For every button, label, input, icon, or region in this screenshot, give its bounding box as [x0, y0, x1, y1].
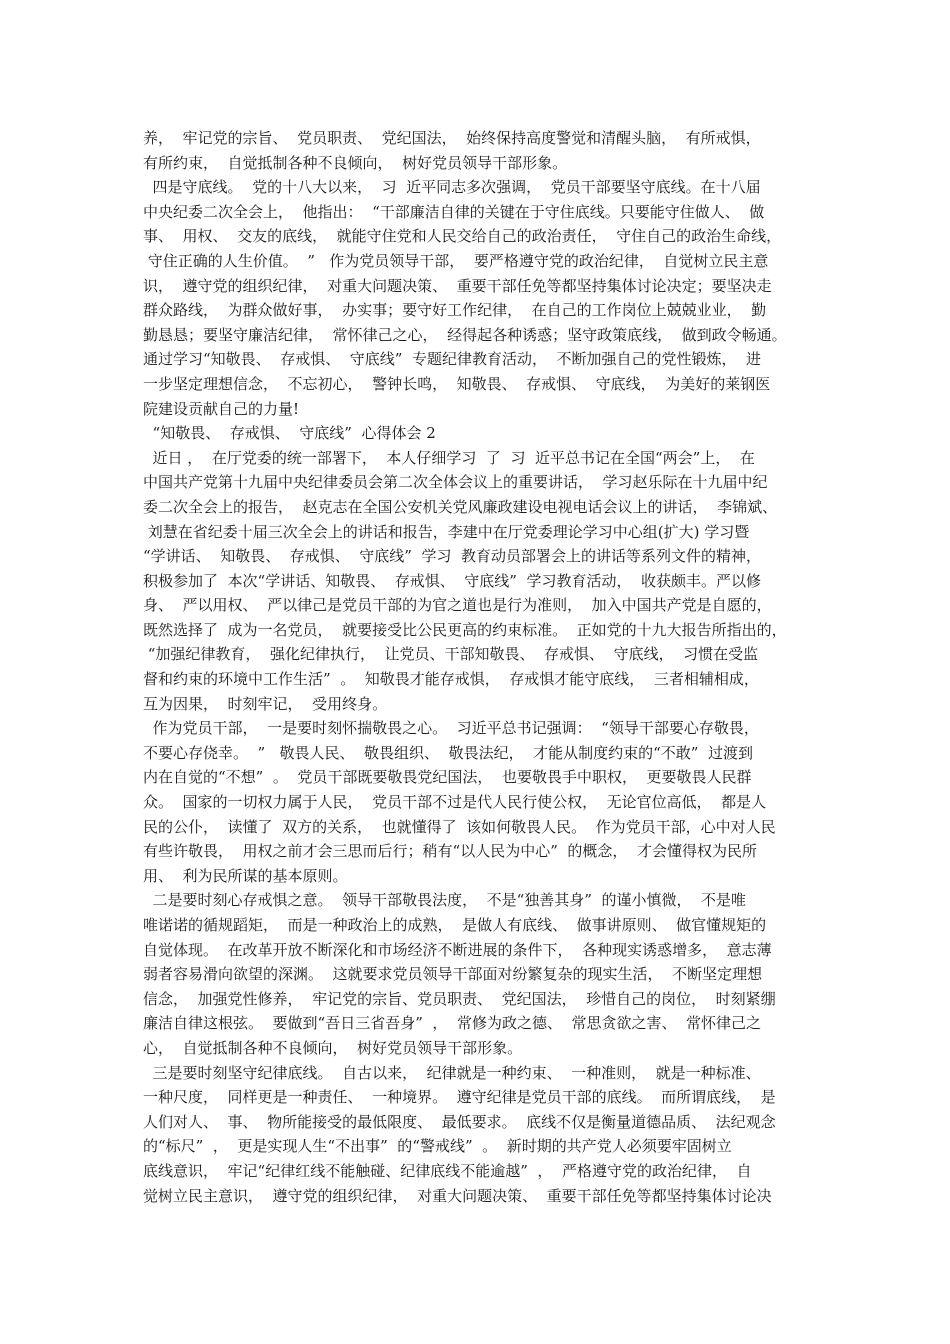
text-line: 勤恳恳；要坚守廉洁纪律， 常怀律己之心， 经得起各种诱惑；坚守政策底线， 做到政令畅通。 — [143, 325, 787, 344]
text-line: 作为党员干部， 一是要时刻怀揣敬畏之心。 习近平总书记强调： “领导干部要心存敬畏， — [143, 719, 759, 738]
text-line: 既然选择了 成为一名党员， 就要接受比公民更高的约束标准。 正如党的十九大报告所指出的， — [143, 620, 787, 639]
text-line: 有些许敬畏， 用权之前才会三思而后行；稍有“以人民为中心” 的概念， 才会懂得权为民所 — [143, 842, 757, 861]
text-line: 觉树立民主意识， 遵守党的组织纪律， 对重大问题决策、 重要干部任免等都坚持集体讨论决 — [143, 1186, 772, 1205]
text-line: 刘慧在省纪委十届三次全会上的讲话和报告，李建中在厅党委理论学习中心组(扩大) 学习暨 — [143, 522, 750, 541]
text-line: 一步坚定理想信念， 不忘初心， 警钟长鸣， 知敬畏、 存戒惧、 守底线， 为美好的莱钢医 — [143, 374, 771, 393]
text-line: 养， 牢记党的宗旨、 党员职责、 党纪国法， 始终保持高度警觉和清醒头脑， 有所戒惧， — [143, 129, 761, 147]
text-line: 弱者容易滑向欲望的深渊。 这就要求党员领导干部面对纷繁复杂的现实生活， 不断坚定理想 — [143, 965, 763, 984]
text-line: 身、 严以用权、 严以律己是党员干部的为官之道也是行为准则， 加入中国共产党是自愿的， — [143, 596, 772, 615]
text-line: 廉洁自律这根弦。 要做到“吾日三省吾身” ， 常修为政之德、 常思贪欲之害、 常怀律己之 — [143, 1014, 762, 1033]
text-line: “学讲话、 知敬畏、 存戒惧、 守底线” 学习 教育动员部署会上的讲话等系列文件的精神， — [143, 547, 762, 566]
text-line: 内在自觉的“不想” 。 党员干部既要敬畏党纪国法， 也要敬畏手中职权， 更要敬畏人民群 — [143, 768, 752, 787]
text-line: 中央纪委二次全会上， 他指出： “干部廉洁自律的关键在于守住底线。只要能守住做人、 做 — [143, 202, 765, 221]
text-line: 四是守底线。 党的十八大以来， 习 近平同志多次强调， 党员干部要坚守底线。在十八届 — [143, 178, 761, 197]
text-line: 民的公仆， 读懂了 双方的关系， 也就懂得了 该如何敬畏人民。 作为党员干部，心中对人民 — [143, 817, 776, 836]
text-line: 人们对人、 事、 物所能接受的最低限度、 最低要求。 底线不仅是衡量道德品质、 法纪观念 — [143, 1112, 776, 1131]
text-line: 群众路线， 为群众做好事， 办实事；要守好工作纪律， 在自己的工作岗位上兢兢业业， 勤 — [143, 301, 767, 320]
text-line: 督和约束的环境中工作生活” 。 知敬畏才能存戒惧， 存戒惧才能守底线， 三者相辅相成， — [143, 670, 759, 689]
text-line: 委二次全会上的报告， 赵克志在全国公安机关党风廉政建设电视电话会议上的讲话， 李锦斌、 — [143, 497, 778, 516]
text-line: 守住正确的人生价值。 ” 作为党员领导干部， 要严格遵守党的政治纪律， 自觉树立民主意 — [143, 251, 769, 270]
text-line: 有所约束， 自觉抵制各种不良倾向， 树好党员领导干部形象。 — [143, 153, 568, 172]
text-line: 的“标尺” ， 更是实现人生“不出事” 的“警戒线” 。 新时期的共产党人必须要牢固树立 — [143, 1137, 732, 1156]
text-line: 众。 国家的一切权力属于人民， 党员干部不过是代人民行使公权， 无论官位高低， 都是人 — [143, 793, 767, 812]
text-line: 用、 利为民所谋的基本原则。 — [143, 866, 348, 885]
text-line: 信念， 加强党性修养， 牢记党的宗旨、党员职责、 党纪国法， 珍惜自己的岗位， 时刻紧绷 — [143, 989, 776, 1008]
text-line: 三是要时刻坚守纪律底线。 自古以来， 纪律就是一种约束、 一种准则， 就是一种标准、 — [143, 1063, 761, 1082]
text-line: 近日 ， 在厅党委的统一部署下， 本人仔细学习 了 习 近平总书记在全国“两会”上， 在 — [143, 448, 755, 467]
text-line: 唯诺诺的循规蹈矩， 而是一种政治上的成熟， 是做人有底线、 做事讲原则、 做官懂规矩的 — [143, 916, 767, 934]
text-line: 不要心存侥幸。 ” 敬畏人民、 敬畏组织、 敬畏法纪， 才能从制度约束的“不敢” 过渡到 — [143, 743, 753, 762]
text-line: 通过学习“知敬畏、 存戒惧、 守底线” 专题纪律教育活动， 不断加强自己的党性锻炼， 进 — [143, 350, 762, 369]
text-line: 院建设贡献自己的力量! — [143, 399, 300, 418]
text-line: 自觉体现。 在改革开放不断深化和市场经济不断进展的条件下， 各种现实诱惑增多， 意志薄 — [143, 940, 772, 959]
text-line: 一种尺度， 同样更是一种责任、 一种境界。 遵守纪律是党员干部的底线。 而所谓底线， 是 — [143, 1088, 776, 1107]
text-line: 底线意识， 牢记“纪律红线不能触碰、纪律底线不能逾越” ， 严格遵守党的政治纪律， 自 — [143, 1161, 752, 1180]
section-heading: “知敬畏、 存戒惧、 守底线” 心得体会 2 — [143, 424, 436, 443]
text-line: 互为因果， 时刻牢记， 受用终身。 — [143, 694, 388, 713]
text-line: 识， 遵守党的组织纪律， 对重大问题决策、 重要干部任免等都坚持集体讨论决定；要坚决走 — [143, 276, 772, 295]
text-line: 事、 用权、 交友的底线， 就能守住党和人民交给自己的政治责任， 守住自己的政治生命线， — [143, 227, 782, 246]
text-line: 中国共产党第十九届中央纪律委员会第二次全体会议上的重要讲话， 学习赵乐际在十九届中纪 — [143, 473, 768, 492]
document-page — [143, 126, 819, 1208]
text-line: 心， 自觉抵制各种不良倾向， 树好党员领导干部形象。 — [143, 1038, 523, 1057]
text-line: 二是要时刻心存戒惧之意。 领导干部敬畏法度， 不是“独善其身” 的谨小慎微， 不是唯 — [143, 891, 747, 910]
text-line: “加强纪律教育， 强化纪律执行， 让党员、干部知敬畏、 存戒惧、 守底线， 习惯在受监 — [143, 645, 759, 664]
text-line: 积极参加了 本次“学讲话、知敬畏、 存戒惧、 守底线” 学习教育活动， 收获颇丰。严以修 — [143, 571, 762, 590]
